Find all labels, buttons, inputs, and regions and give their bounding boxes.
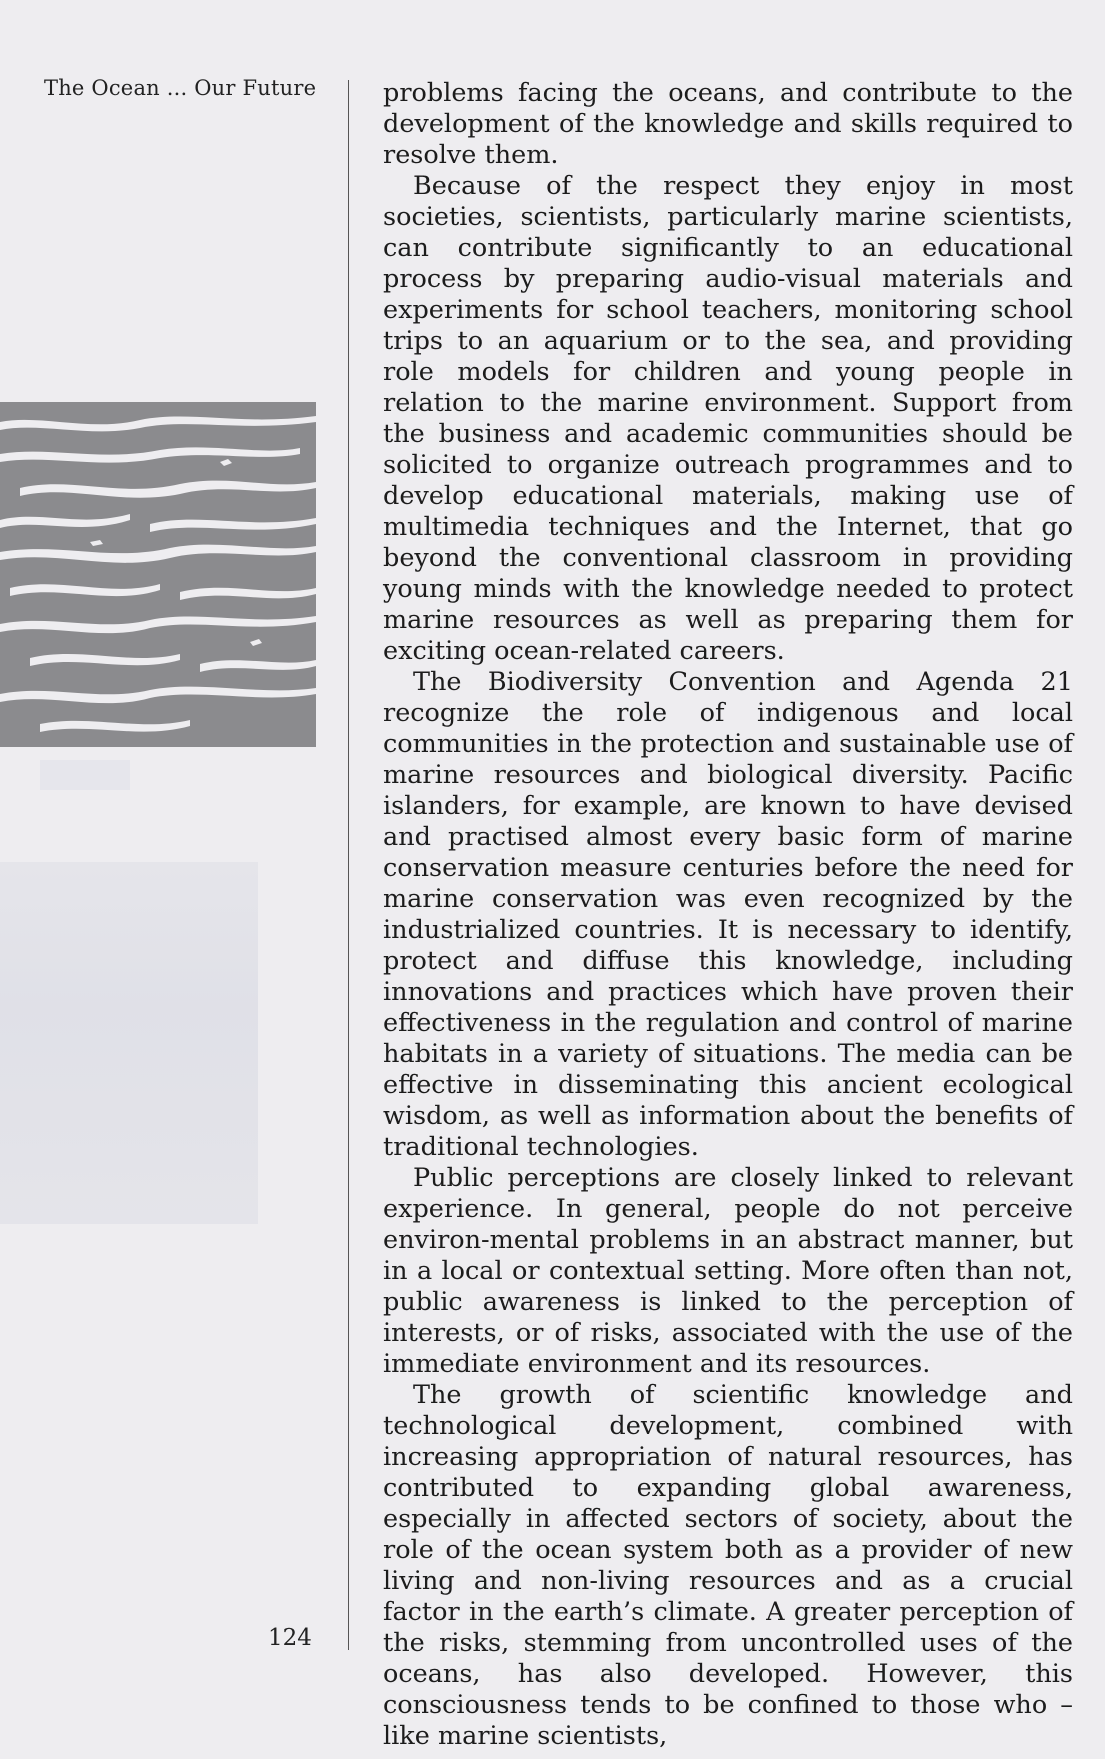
body-text (383, 78, 1073, 1752)
running-head: The Ocean ... Our Future (44, 76, 317, 100)
paragraph: problems facing the oceans, and contribute to the development of the knowledge and skills required to resolve them. (383, 78, 1073, 170)
page-number: 124 (268, 1625, 312, 1651)
show-through-area (40, 760, 130, 790)
show-through-image (0, 862, 258, 1224)
column-rule (348, 80, 349, 1650)
paragraph: The Biodiversity Convention and Agenda 21 recognize the role of indigenous and local communities in the protection and sustainable use of marine resources and biological diversity. Pacific islanders, for example, are known to have devised and practised almost every basic form of marine conservation measure centuries before the need for marine conservation was even recognized by the industrialized countries. It is necessary to identify, protect and diffuse this knowledge, including innovations and practices which have proven their effectiveness in the regulation and control of marine habitats in a variety of situations. The media can be effective in disseminating this ancient ecological wisdom, as well as information about the benefits of traditional technologies. (383, 667, 1073, 1162)
paragraph: The growth of scientific knowledge and technological development, combined with increasing appropriation of natural resources, has contributed to expanding global awareness, especially in affected sectors of society, about the role of the ocean system both as a provider of new living and non-living resources and as a crucial factor in the earth’s climate. A greater perception of the risks, stemming from uncontrolled uses of the oceans, has also developed. However, this consciousness tends to be confined to those who – like marine scientists, (383, 1380, 1073, 1751)
paragraph: Public perceptions are closely linked to relevant experience. In general, people do not perceive environ-mental problems in an abstract manner, but in a local or contextual setting. More often than not, public awareness is linked to the perception of interests, or of risks, associated with the use of the immediate environment and its resources. (383, 1163, 1073, 1379)
paragraph: Because of the respect they enjoy in most societies, scientists, particularly marine scientists, can contribute significantly to an educational process by preparing audio-visual materials and experiments for school teachers, monitoring school trips to an aquarium or to the sea, and providing role models for children and young people in relation to the marine environment. Support from the business and academic communities should be solicited to organize outreach programmes and to develop educational materials, making use of multimedia techniques and the Internet, that go beyond the conventional classroom in providing young minds with the knowledge needed to protect marine resources as well as preparing them for exciting ocean-related careers. (383, 171, 1073, 666)
ocean-wave-photo (0, 402, 316, 747)
